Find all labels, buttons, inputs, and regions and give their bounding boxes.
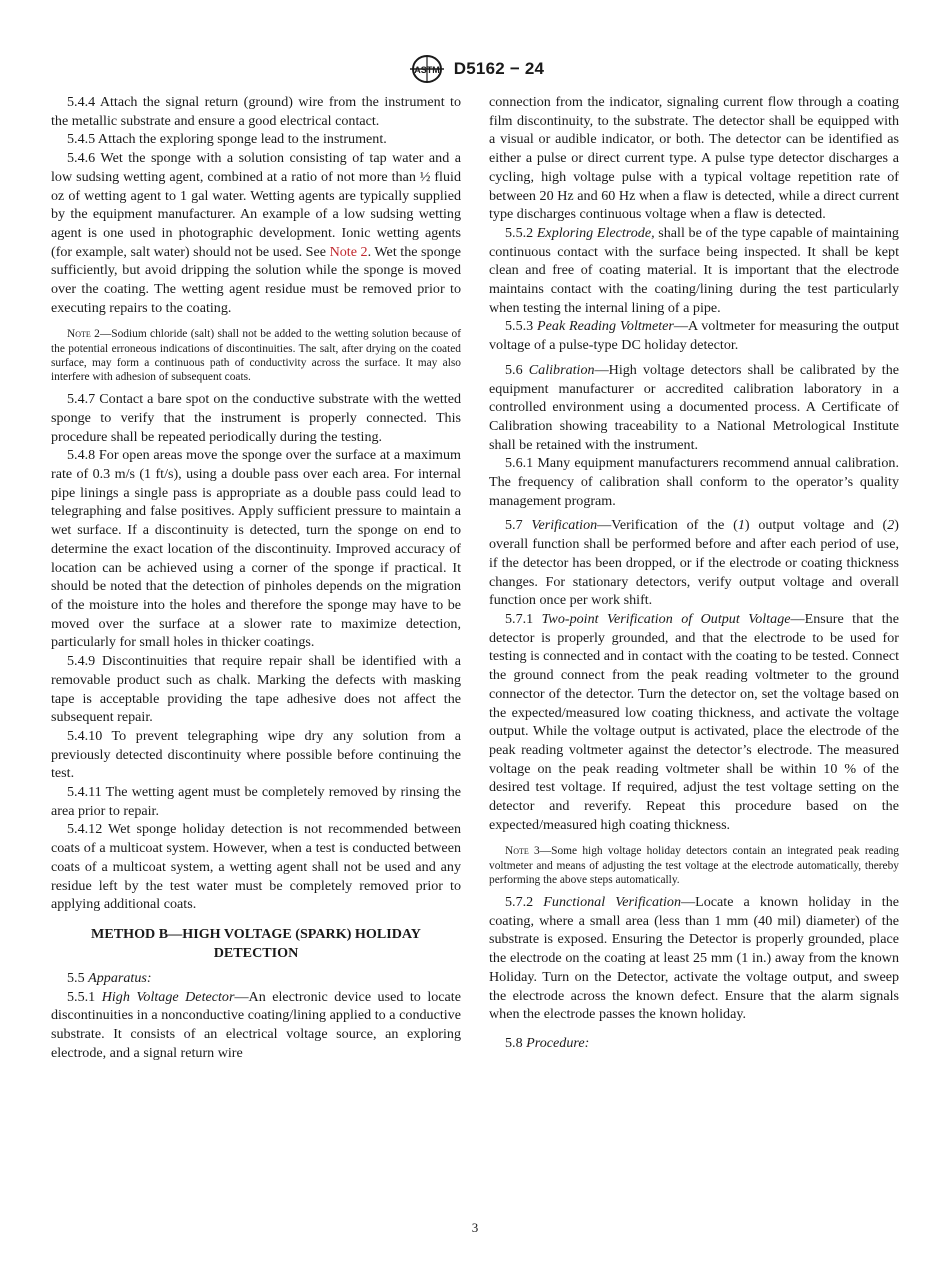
section-5-5-2-text: shall be of the type capable of maintaining continuous contact with the surface being inspected. It shall be kept clean and free of coating material. It is important that the electrode maintains contact with the coating/lining during the test particularly when testing the internal lining of a pipe.	[489, 224, 899, 316]
page-number: 3	[471, 1220, 479, 1235]
section-5-5-2	[489, 224, 899, 318]
section-5-5-2-number: 5.5.2	[505, 224, 537, 241]
section-5-4-10: 5.4.10 To prevent telegraphing wipe dry any solution from a previously detected discontinuity where possible before continuing the test.	[51, 727, 461, 782]
note-2-label: Note	[67, 328, 91, 341]
section-5-7-1-text: —Ensure that the detector is properly grounded, and that the electrode to be used for testing is connected and in contact with the coating to be tested. Connect the ground connect from the peak reading voltmeter to the ground connector of the detector. Turn the detector on, set the voltage based on the expected/measured low coating thickness, and activate the voltage output. While the voltage output is activated, place the electrode of the peak reading voltmeter against the detector’s electrode. The measured voltage on the peak reading voltmeter shall be within 10 % of the desired test voltage. If required, adjust the test voltage setting on the detector and reverify. Repeat this procedure based on the expected/measured high coating thickness.	[489, 610, 899, 833]
section-5-6-text: —High voltage detectors shall be calibrated by the equipment manufacturer or accredited calibration laboratory in a controlled environment using a documented process. A Certificate of Calibration showing traceability to a National Metrological Institute shall be retained with the instrument.	[489, 361, 899, 453]
section-5-6-title: Calibration	[528, 361, 595, 378]
section-5-7-1-title: Two-point Verification of Output Voltage	[541, 610, 791, 627]
section-5-7-text-b: ) output voltage and (	[744, 517, 888, 534]
section-5-5-2-title: Exploring Electrode,	[536, 224, 655, 241]
section-5-8-number: 5.8	[505, 1034, 527, 1051]
section-5-6-1: 5.6.1 Many equipment manufacturers recommend annual calibration. The frequency of calibration shall conform to the operator’s quality management program.	[489, 455, 899, 509]
section-5-4-11: 5.4.11 The wetting agent must be completely removed by rinsing the area prior to repair.	[51, 784, 461, 819]
section-5-8-title: Procedure:	[526, 1034, 590, 1051]
astm-logo-icon	[406, 54, 448, 84]
section-5-7-item-1: 1	[737, 517, 745, 534]
section-5-4-4: 5.4.4 Attach the signal return (ground) wire from the instrument to the metallic substrate and ensure a good electrical contact.	[51, 94, 461, 129]
note-2-text: 2—Sodium chloride (salt) shall not be added to the wetting solution because of the potential erroneous indications of discontinuities. The salt, after drying on the coated surface, may form a continuous path of conductivity across the surface. It may also interfere with adhesion of subsequent coats.	[51, 328, 461, 384]
section-5-5-1-number: 5.5.1	[67, 988, 102, 1005]
section-5-5-1	[51, 988, 461, 1063]
section-5-7-title: Verification	[531, 517, 598, 534]
section-5-5	[51, 969, 461, 988]
page-header	[0, 52, 950, 86]
section-5-4-6	[51, 149, 461, 317]
note-2-link[interactable]: Note 2	[329, 243, 368, 260]
section-5-5-1-title: High Voltage Detector	[101, 988, 235, 1005]
section-5-4-9: 5.4.9 Discontinuities that require repair shall be identified with a removable product such as chalk. Marking the defects with masking tape is acceptable providing the tape adhesive does not affect the subsequent repair.	[51, 653, 461, 726]
section-5-5-3-title: Peak Reading Voltmeter	[537, 318, 674, 335]
right-column	[489, 93, 899, 1053]
note-3-text: 3—Some high voltage holiday detectors contain an integrated peak reading voltmeter and means of adjusting the test voltage at the electrode automatically, thereby performing the above steps automatically.	[489, 845, 899, 886]
section-5-8	[489, 1034, 899, 1053]
note-2	[51, 327, 461, 384]
section-5-7-2-number: 5.7.2	[505, 894, 544, 911]
section-5-7-1	[489, 610, 899, 834]
section-5-4-12: 5.4.12 Wet sponge holiday detection is not recommended between coats of a multicoat system. However, when a test is conducted between coats of a multicoat system, a wetting agent shall not be used and any residue left by the test water must be completely removed prior to applying additional coats.	[51, 821, 461, 913]
section-5-5-title: Apparatus:	[88, 969, 152, 986]
section-5-7	[489, 516, 899, 610]
section-5-4-6-text-a: 5.4.6 Wet the sponge with a solution consisting of tap water and a low sudsing wetting agent, combined at a ratio of not more than ½ fluid oz of wetting agent to 1 gal water. Wetting agents are typically supplied by the equipment manufacturer. An example of a low sudsing wetting agent is one used in photographic development. Ionic wetting agents (for example, salt water) should not be used. See	[51, 150, 461, 260]
standard-designation: D5162 − 24	[453, 59, 545, 78]
section-5-4-8: 5.4.8 For open areas move the sponge over the surface at a maximum rate of 0.3 m/s (1 ft/s), using a double pass over each area. For internal pipe linings a single pass is appropriate as a double pass could lead to telegraphing and false positives. Apply sufficient pressure to maintain a wet surface. If a discontinuity is detected, turn the sponge on end to determine the exact location of the discontinuity. Improved accuracy of location can be achieved using a corner of the sponge if practical. It should be noted that the detection of pinholes depends on the migration of the moisture into the holes and therefore the sponge may have to be moved over the surface at a slower rate to maximize detection, particularly for small holes in thicker coatings.	[51, 447, 461, 651]
section-5-7-2	[489, 893, 899, 1024]
section-5-6	[489, 361, 899, 455]
section-5-7-item-2: 2	[887, 517, 895, 534]
section-5-5-1-continued: connection from the indicator, signaling current flow through a coating film discontinuity, to the substrate. The detector shall be equipped with a visual or audible indicator, or both. The detector can be identified as either a pulse or direct current type. A pulse type detector discharges a cycling, high voltage pulse with a typical voltage repetition rate of between 20 Hz and 60 Hz when a flaw is detected, while a direct current type discharges continuous voltage when a flaw is detected.	[489, 94, 899, 223]
note-3-label: Note	[505, 845, 529, 858]
section-5-7-2-text: —Locate a known holiday in the coating, where a small area (less than 1 mm (40 mil) diameter) of the substrate is exposed. Ensuring the Detector is properly grounded, place the electrode on the coating at least 25 mm (1 in.) away from the known Holiday. Turn on the Detector, activate the voltage output, and sweep the electrode across the known defect. Ensure that the alarm signals when the electrode passes the known holiday.	[489, 894, 900, 1023]
section-5-5-3-number: 5.5.3	[505, 318, 538, 335]
method-b-heading: METHOD B—HIGH VOLTAGE (SPARK) HOLIDAY DETECTION	[91, 925, 421, 961]
section-5-5-number: 5.5	[67, 969, 89, 986]
section-5-5-3-text: —A voltmeter for measuring the output voltage of a pulse-type DC holiday detector.	[489, 318, 899, 354]
section-5-5-1-text: —An electronic device used to locate discontinuities in a nonconductive coating/lining applied to a conductive substrate. It consists of an electrical voltage source, an exploring electrode, and a signal return wire	[51, 988, 461, 1061]
note-3	[489, 844, 899, 887]
section-5-7-1-number: 5.7.1	[505, 610, 542, 627]
section-5-4-6-text-b: . Wet the sponge sufficiently, but avoid dripping the solution while the sponge is moved over the coating. The wetting agent residue must be removed prior to executing repairs to the coating.	[51, 243, 461, 316]
section-5-7-text-a: —Verification of the (	[597, 517, 738, 534]
left-column	[51, 93, 461, 1062]
logo-text: ASTM	[414, 65, 440, 75]
section-5-7-text-c: ) overall function shall be performed before and after each period of use, if the detector has been dropped, or if the electrode or coating thickness changes. For stationary detectors, verify output voltage and overall function once per work shift.	[489, 517, 899, 609]
section-5-4-7: 5.4.7 Contact a bare spot on the conductive substrate with the wetted sponge to verify that the instrument is properly connected. This procedure shall be repeated periodically during the testing.	[51, 391, 461, 445]
section-5-4-5: 5.4.5 Attach the exploring sponge lead to the instrument.	[67, 131, 387, 148]
section-5-7-number: 5.7	[505, 517, 532, 534]
section-5-6-number: 5.6	[505, 361, 529, 378]
section-5-7-2-title: Functional Verification	[543, 894, 682, 911]
section-5-5-3	[489, 317, 899, 354]
